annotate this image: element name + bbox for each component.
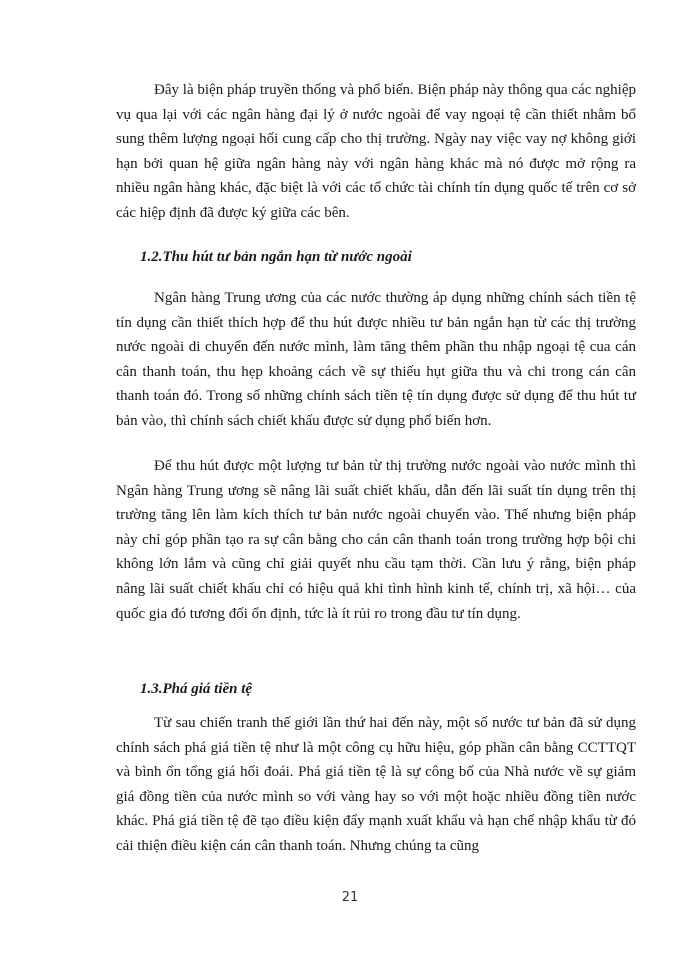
section-heading-1-3: 1.3.Phá giá tiền tệ: [140, 681, 253, 697]
section-heading-1-2: 1.2.Thu hút tư bản ngắn hạn từ nước ngoài: [140, 249, 412, 265]
paragraph-short-term-capital: Ngân hàng Trung ương của các nước thường áp dụng những chính sách tiền tệ tín dụng cần thiết thích hợp để thu hút được nhiều tư bản ngắn hạn từ các thị trường nước ngoài di chuyển đến nước mình, làm tăng thêm phần thu nhập ngoại tệ cua cán cân thanh toán, thu hẹp khoảng cách về sự thiếu hụt giữa thu và chi trong cán cân thanh toán đó. Trong số những chính sách tiền tệ tín dụng được sử dụng để thu hút tư bản vào, thì chính sách chiết khấu được sử dụng phổ biến hơn.: [116, 290, 636, 429]
page-number: 21: [341, 890, 359, 905]
paragraph-discount-rate: Để thu hút được một lượng tư bản từ thị trường nước ngoài vào nước mình thì Ngân hàng Trung ương sẽ nâng lãi suất chiết khấu, dẫn đến lãi suất tín dụng trên thị trường tăng lên làm kích thích tư bản nước ngoài chuyển vào. Thế nhưng biện pháp này chỉ góp phần tạo ra sự cân bằng cho cán cân thanh toán trong trường hợp bội chi không lớn lắm và cũng chỉ giải quyết nhu cầu tạm thời. Cần lưu ý rằng, biện pháp nâng lãi suất chiết khấu chỉ có hiệu quả khi tình hình kinh tế, chính trị, xã hội… của quốc gia đó tương đối ổn định, tức là ít rủi ro trong đầu tư tín dụng.: [116, 458, 636, 622]
paragraph-bank-borrowing: Đây là biện pháp truyền thống và phổ biến. Biện pháp này thông qua các nghiệp vụ qua lại với các ngân hàng đại lý ở nước ngoài để vay ngoại tệ cần thiết nhằm bổ sung thêm lượng ngoại hối cung cấp cho thị trường. Ngày nay việc vay nợ không giới hạn bởi quan hệ giữa ngân hàng này với ngân hàng khác mà nó được mở rộng ra nhiều ngân hàng khác, đặc biệt là với các tổ chức tài chính tín dụng quốc tế trên cơ sở các hiệp định đã được ký giữa các bên.: [116, 82, 636, 221]
paragraph-devaluation: Từ sau chiến tranh thế giới lần thứ hai đến này, một số nước tư bản đã sử dụng chính sách phá giá tiền tệ như là một công cụ hữu hiệu, góp phần cân bằng CCTTQT và bình ổn tổng giá hối đoái. Phá giá tiền tệ là sự công bố của Nhà nước về sự giảm giá đồng tiền của nước mình so với vàng hay so với một hoặc nhiều đồng tiền nước khác. Phá giá tiền tệ đẽ tạo điều kiện đẩy mạnh xuất khẩu và hạn chế nhập khẩu từ đó cải thiện điều kiện cán cân thanh toán. Nhưng chúng ta cũng: [116, 715, 636, 854]
